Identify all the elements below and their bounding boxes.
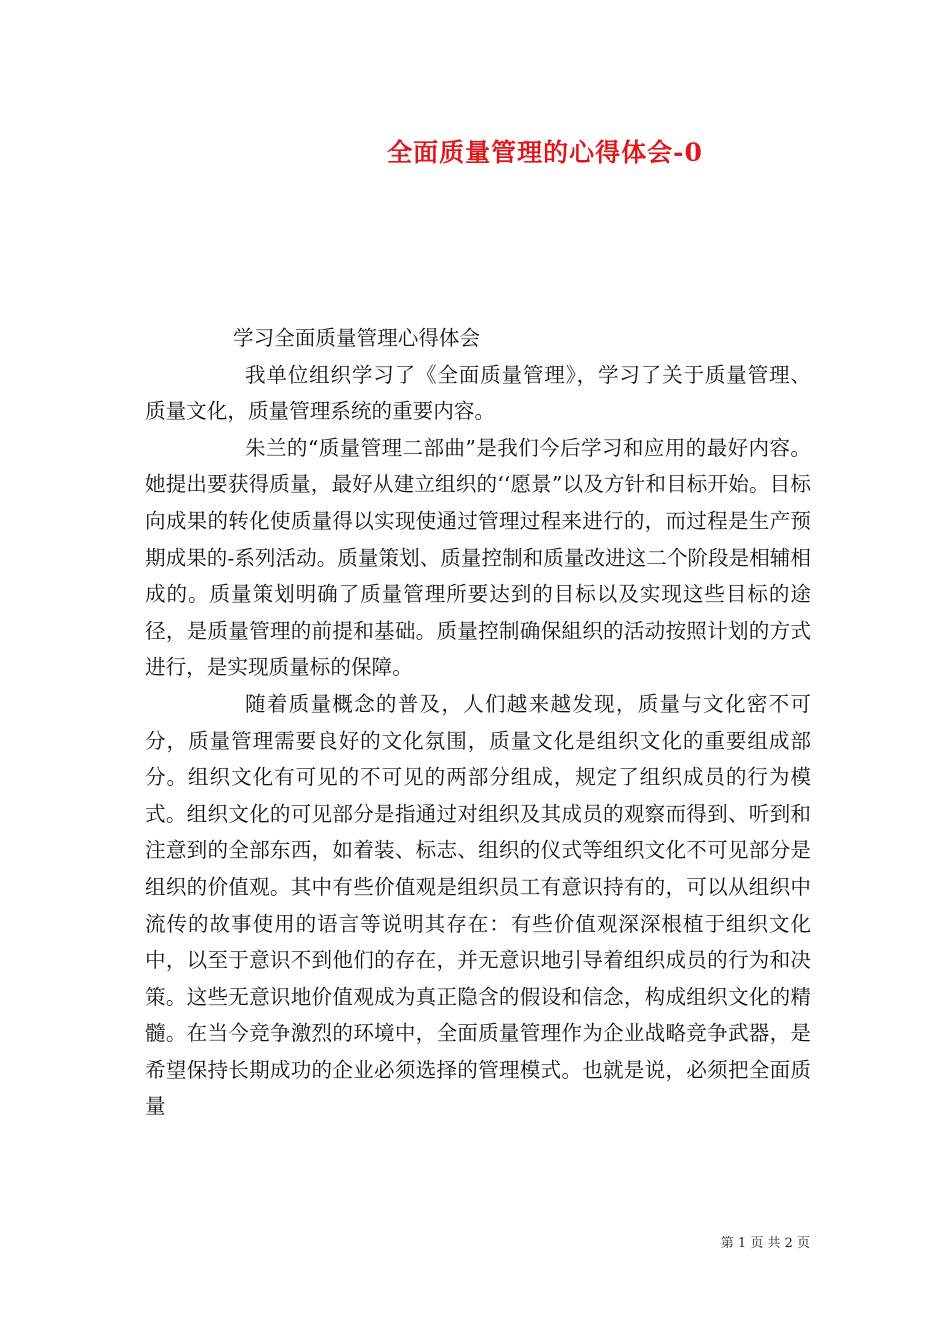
paragraph-2: 朱兰的“质量管理二部曲”是我们今后学习和应用的最好内容。她提出要获得质量，最好从建立组织的‘‘愿景”以及方针和目标开始。目标向成果的转化使质量得以实现使通过管理过程来进行的，而过程是生产预期成果的-系列活动。质量策划、质量控制和质量改进这二个阶段是相辅相成的。质量策划明确了质量管理所要达到的目标以及实现这些目标的途径，是质量管理的前提和基础。质量控制确保組织的活动按照计划的方式进行，是实现质量标的保障。 (145, 435, 811, 680)
paragraph-1: 我单位组织学习了《全面质量管理》，学习了关于质量管理、质量文化，质量管理系统的重要内容。 (145, 362, 811, 424)
paragraph-3: 随着质量概念的普及，人们越来越发现，质量与文化密不可分，质量管理需要良好的文化氛围，质量文化是组织文化的重要组成部分。组织文化有可见的不可见的两部分组成，规定了组织成员的行为模式。组织文化的可见部分是指通过对组织及其成员的观察而得到、听到和注意到的全部东西，如着装、标志、组织的仪式等组织文化不可见部分是组织的价值观。其中有些价值观是组织员工有意识持有的，可以从组织中流传的故事使用的语言等说明其存在：有些价值观深深根植于组织文化中，以至于意识不到他们的存在，并无意识地引导着组织成员的行为和决策。这些无意识地价值观成为真正隐含的假设和信念，构成组织文化的精髓。在当今竞争激烈的环境中，全面质量管理作为企业战略竞争武器，是希望保持长期成功的企业必须选择的管理模式。也就是说，必须把全面质量 (145, 691, 811, 1119)
page-number-footer: 第 1 页 共 2 页 (720, 1236, 810, 1251)
document-title: 全面质量管理的心得体会-0 (387, 138, 703, 167)
section-subheading: 学习全面质量管理心得体会 (233, 326, 481, 350)
document-body (145, 320, 811, 1125)
